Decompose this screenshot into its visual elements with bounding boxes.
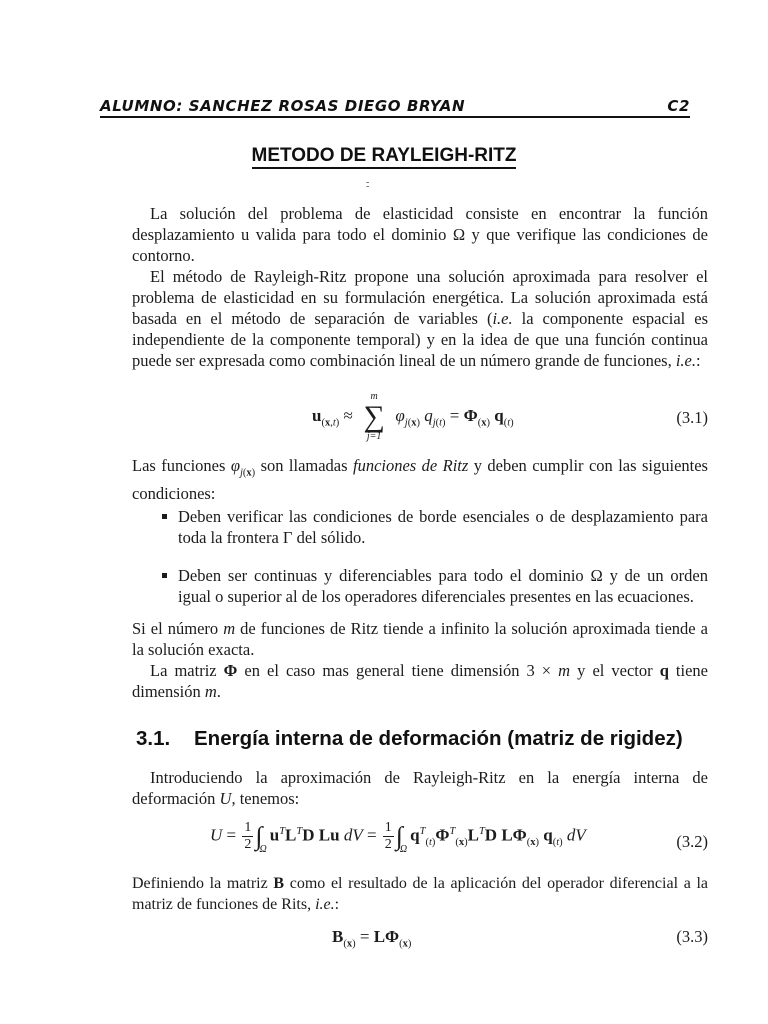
intro-paragraph-2 [132, 266, 708, 371]
equation-3-2 [132, 818, 708, 866]
bullet-icon [162, 573, 167, 578]
b-matrix-paragraph [132, 873, 708, 915]
sum-upper-limit: m [370, 391, 378, 402]
intro-p2-c: : [696, 351, 701, 370]
equation-3-1 [132, 392, 708, 448]
p4-m: m [558, 661, 571, 680]
condition-text-2: Deben ser continuas y diferenciables para todo el dominio Ω y de un orden igual o superior al de los operadores diferenciales presentes en las ecuaciones. [178, 566, 708, 606]
section-title: Energía interna de deformación (matriz de rigidez) [194, 727, 683, 750]
p4-e: . [216, 682, 221, 701]
p6-a: Definiendo la matriz [132, 875, 274, 892]
bullet-icon [162, 514, 167, 519]
p4-c: y el vector [570, 661, 660, 680]
paragraph-exact-solution [132, 618, 708, 660]
p3-m: m [223, 619, 236, 638]
document-title-text: METODO DE RAYLEIGH-RITZ [252, 145, 517, 169]
student-header [100, 96, 690, 118]
energy-paragraph [132, 767, 708, 809]
condition-text-1: Deben verificar las condiciones de borde esenciales o de desplazamiento para toda la frontera Γ del sólido. [178, 507, 708, 547]
equation-3-1-body: $u_{(x,t)}$ ≈ m ∑ j=1 $\varphi_{j(x)}$ $q_{j(t)} = \Phi_{(x)}$ $q_{(t)}$ [312, 391, 514, 442]
equation-3-2-body: U = $\frac{1}{2}$ $\int_\Omega u^TL^TD$ Lu dV = $\frac{1}{2}$ $\int_\Omega q^T_{(t)}\Phi^T_{(x)}L^TD$ $L\Phi_{(x)}$ $q_{(t)}$ dV [210, 820, 586, 856]
p4-phi: Φ [223, 661, 238, 680]
p3-b: de funciones de Ritz tiende a infinito la solución aproximada tiende a la solución exacta. [132, 619, 708, 659]
document-title [0, 145, 768, 167]
intro-p2-ie: i.e. [492, 309, 513, 328]
p4-q: q [659, 661, 669, 680]
p5-b: , tenemos: [231, 789, 300, 808]
section-heading [136, 727, 683, 751]
equation-3-3-number: (3.3) [676, 927, 708, 946]
equation-3-3-body: $B_{(x)} = L\Phi_{(x)}$ [332, 927, 412, 950]
p4-a: La matriz [150, 661, 224, 680]
scan-artifact: - - [366, 177, 382, 192]
condition-item-1 [132, 506, 708, 548]
p6-b: como el resultado de la aplicación del operador diferencial a la matriz de funciones de Rits, [132, 875, 709, 913]
ritz-c: y deben cumplir con las siguientes condiciones: [132, 456, 708, 504]
p4-m2: m [204, 682, 217, 701]
p3-a: Si el número [132, 619, 224, 638]
equation-3-3 [132, 927, 708, 955]
condition-item-2 [132, 565, 708, 607]
intro-p2-a: El método de Rayleigh-Ritz propone una solución aproximada para resolver el problema de elasticidad en su formulación energética. La solución aproximada está basada en el método de separación de variables ( [132, 267, 708, 328]
section-number: 3.1. [136, 727, 171, 750]
ritz-term: funciones de Ritz [352, 456, 469, 475]
student-name: ALUMNO: SANCHEZ ROSAS DIEGO BRYAN [100, 97, 466, 115]
intro-p2-b: la componente espacial es independiente de la componente temporal) y en la idea de que una función continua puede ser expresada como combinación lineal de un número grande de funciones, [132, 309, 708, 370]
paragraph-dimensions [132, 660, 708, 702]
p6-c: : [334, 896, 340, 913]
summation-symbol: m ∑ j=1 [359, 392, 389, 442]
ritz-paragraph: Las funciones $\varphi_{j(x)}$ son llamadas funciones de Ritz y deben cumplir con las siguientes condiciones: [132, 456, 708, 504]
course-code: C2 [667, 97, 690, 115]
limit-section [132, 618, 708, 702]
sum-lower-limit: j=1 [366, 431, 382, 442]
p4-d: tiene dimensión [132, 661, 708, 701]
ritz-b: son llamadas [255, 456, 353, 475]
p6-B: B [273, 875, 285, 892]
intro-section [132, 203, 708, 371]
conditions-list [132, 506, 708, 624]
p5-a: Introduciendo la aproximación de Rayleigh-Ritz en la energía interna de deformación [132, 768, 708, 808]
intro-p2-ie2: i.e. [675, 351, 697, 370]
intro-paragraph-1: La solución del problema de elasticidad consiste en encontrar la función desplazamiento u valida para todo el dominio Ω y que verifique las condiciones de contorno. [132, 204, 708, 265]
p6-ie: i.e. [315, 896, 335, 913]
equation-3-1-number: (3.1) [676, 408, 708, 427]
ritz-a: Las funciones [132, 456, 231, 475]
p5-U: U [219, 789, 232, 808]
p4-b: en el caso mas general tiene dimensión 3 × [237, 661, 559, 680]
equation-3-2-number: (3.2) [676, 832, 708, 851]
